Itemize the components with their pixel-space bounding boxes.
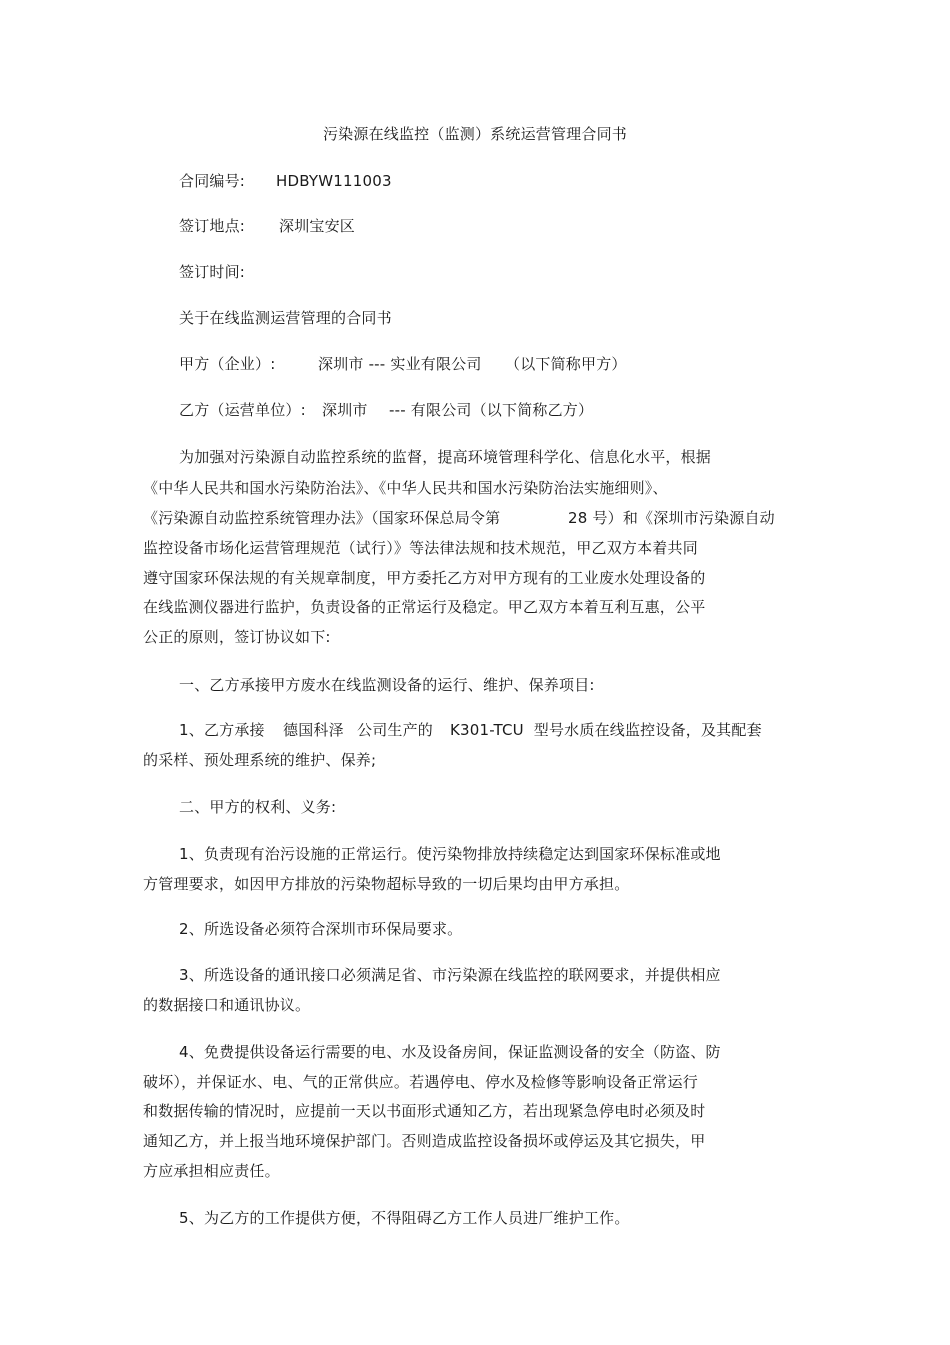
paragraph-line: 和数据传输的情况时，应提前一天以书面形式通知乙方，若出现紧急停电时必须及时 [143, 1102, 706, 1120]
party-b-label: 乙方（运营单位）: [179, 401, 306, 419]
party-a-name: 深圳市 --- 实业有限公司 [318, 355, 482, 373]
preamble-line: 监控设备市场化运营管理规范（试行）》等法律法规和技术规范，甲乙双方本着共同 [143, 539, 698, 557]
section-1-heading: 一、乙方承接甲方废水在线监测设备的运行、维护、保养项目: [179, 676, 595, 694]
section-2-item-2: 2、所选设备必须符合深圳市环保局要求。 [179, 920, 463, 938]
party-a-note: （以下简称甲方） [505, 355, 627, 373]
preamble-line: 《污染源自动监控系统管理办法》（国家环保总局令第 [143, 509, 501, 527]
paragraph-line: 方管理要求，如因甲方排放的污染物超标导致的一切后果均由甲方承担。 [143, 875, 630, 893]
preamble-line: 在线监测仪器进行监护，负责设备的正常运行及稳定。甲乙双方本着互利互惠，公平 [143, 598, 706, 616]
contract-number-label: 合同编号: [179, 172, 246, 190]
preamble-line: 为加强对污染源自动监控系统的监督，提高环境管理科学化、信息化水平，根据 [179, 448, 712, 466]
paragraph-line: 方应承担相应责任。 [143, 1162, 280, 1180]
section-1-item-1-part-d: K301-TCU 型号水质在线监控设备，及其配套 [450, 721, 762, 739]
paragraph-line: 的数据接口和通讯协议。 [143, 996, 311, 1014]
section-1-item-1-part-c: 公司生产的 [357, 721, 434, 739]
paragraph-line: 4、免费提供设备运行需要的电、水及设备房间，保证监测设备的安全（防盗、防 [179, 1043, 721, 1061]
sign-place-label: 签订地点: [179, 217, 246, 235]
section-1-item-1-line-2: 的采样、预处理系统的维护、保养; [143, 751, 377, 769]
preamble-line: 28 号）和《深圳市污染源自动 [568, 509, 775, 527]
paragraph-line: 通知乙方，并上报当地环境保护部门。否则造成监控设备损坏或停运及其它损失，甲 [143, 1132, 706, 1150]
sign-time-label: 签订时间: [179, 263, 246, 281]
section-2-item-5: 5、为乙方的工作提供方便，不得阻碍乙方工作人员进厂维护工作。 [179, 1209, 630, 1227]
party-a-label: 甲方（企业）: [179, 355, 276, 373]
paragraph-line: 3、所选设备的通讯接口必须满足省、市污染源在线监控的联网要求，并提供相应 [179, 966, 721, 984]
section-1-item-1-part-b: 德国科泽 [283, 721, 344, 739]
section-2-heading: 二、甲方的权利、义务: [179, 798, 337, 816]
paragraph-line: 1、负责现有治污设施的正常运行。使污染物排放持续稳定达到国家环保标准或地 [179, 845, 721, 863]
document-title: 污染源在线监控（监测）系统运营管理合同书 [322, 125, 627, 143]
party-b-name: 深圳市 [322, 401, 368, 419]
party-b-rest: --- 有限公司（以下简称乙方） [389, 401, 594, 419]
sign-place-value: 深圳宝安区 [279, 217, 356, 235]
paragraph-line: 破坏），并保证水、电、气的正常供应。若遇停电、停水及检修等影响设备正常运行 [143, 1073, 698, 1091]
preamble-line: 《中华人民共和国水污染防治法》、《中华人民共和国水污染防治法实施细则》、 [143, 479, 668, 497]
preamble-line: 遵守国家环保法规的有关规章制度，甲方委托乙方对甲方现有的工业废水处理设备的 [143, 569, 706, 587]
contract-subject: 关于在线监测运营管理的合同书 [179, 309, 392, 327]
preamble-line: 公正的原则，签订协议如下: [143, 628, 331, 646]
contract-number-value: HDBYW111003 [276, 172, 392, 190]
section-1-item-1-part-a: 1、乙方承接 [179, 721, 265, 739]
